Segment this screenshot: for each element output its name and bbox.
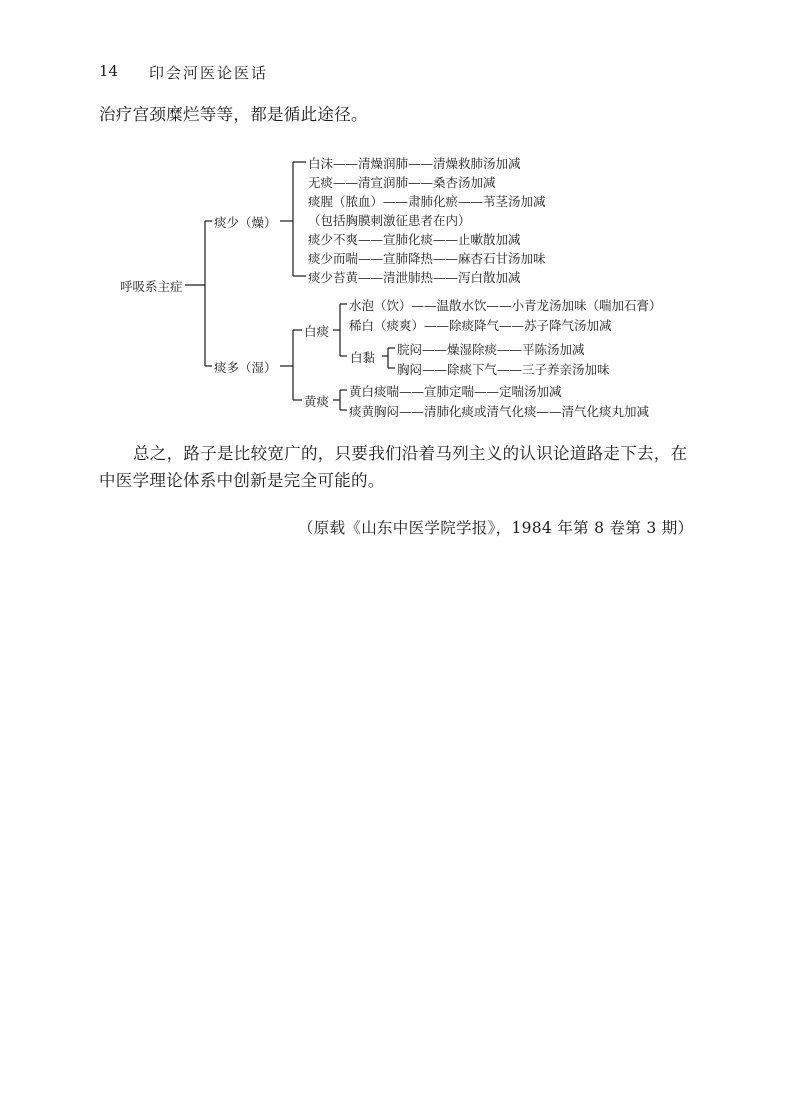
branch-white-phlegm: 白痰: [304, 324, 330, 339]
branch-more-phlegm: 痰多（湿）: [214, 360, 277, 375]
white-item: 稀白（痰爽）——除痰降气——苏子降气汤加减: [349, 318, 612, 333]
less-item: 白沫——清燥润肺——清燥救肺汤加减: [308, 156, 521, 171]
less-item: 痰腥（脓血）——肃肺化瘀——苇茎汤加减: [308, 194, 546, 209]
sticky-item: 胸闷——除痰下气——三子养亲汤加味: [397, 362, 610, 377]
intro-paragraph: 治疗宫颈糜烂等等，都是循此途径。: [99, 105, 368, 124]
conclusion-line-2: 中医学理论体系中创新是完全可能的。: [99, 471, 385, 490]
source-note: （原载《山东中医学院学报》，1984 年第 8 卷第 3 期）: [298, 519, 694, 537]
less-item: 无痰——清宣润肺——桑杏汤加减: [308, 175, 496, 190]
branch-sticky-white: 白黏: [350, 350, 376, 365]
less-item: 痰少苔黄——清泄肺热——泻白散加减: [308, 270, 521, 285]
branch-yellow-phlegm: 黄痰: [304, 394, 330, 409]
book-title: 印会河医论医话: [149, 64, 269, 82]
page-number: 14: [99, 62, 119, 80]
tree-root: 呼吸系主症: [120, 279, 183, 294]
yellow-item: 黄白痰喘——宣肺定喘——定喘汤加减: [349, 384, 562, 399]
less-item-note: （包括胸膜刺激征患者在内）: [308, 213, 471, 228]
white-item: 水泡（饮）——温散水饮——小青龙汤加味（喘加石膏）: [349, 298, 662, 313]
less-item: 痰少而喘——宣肺降热——麻杏石甘汤加味: [308, 251, 546, 266]
less-item: 痰少不爽——宣肺化痰——止嗽散加减: [308, 232, 521, 247]
sticky-item: 脘闷——燥湿除痰——平陈汤加减: [397, 342, 585, 357]
yellow-item: 痰黄胸闷——清肺化痰或清气化痰——清气化痰丸加减: [349, 404, 650, 419]
branch-less-phlegm: 痰少（燥）: [214, 215, 277, 230]
conclusion-line-1: 总之，路子是比较宽广的，只要我们沿着马列主义的认识论道路走下去，在: [133, 444, 688, 463]
